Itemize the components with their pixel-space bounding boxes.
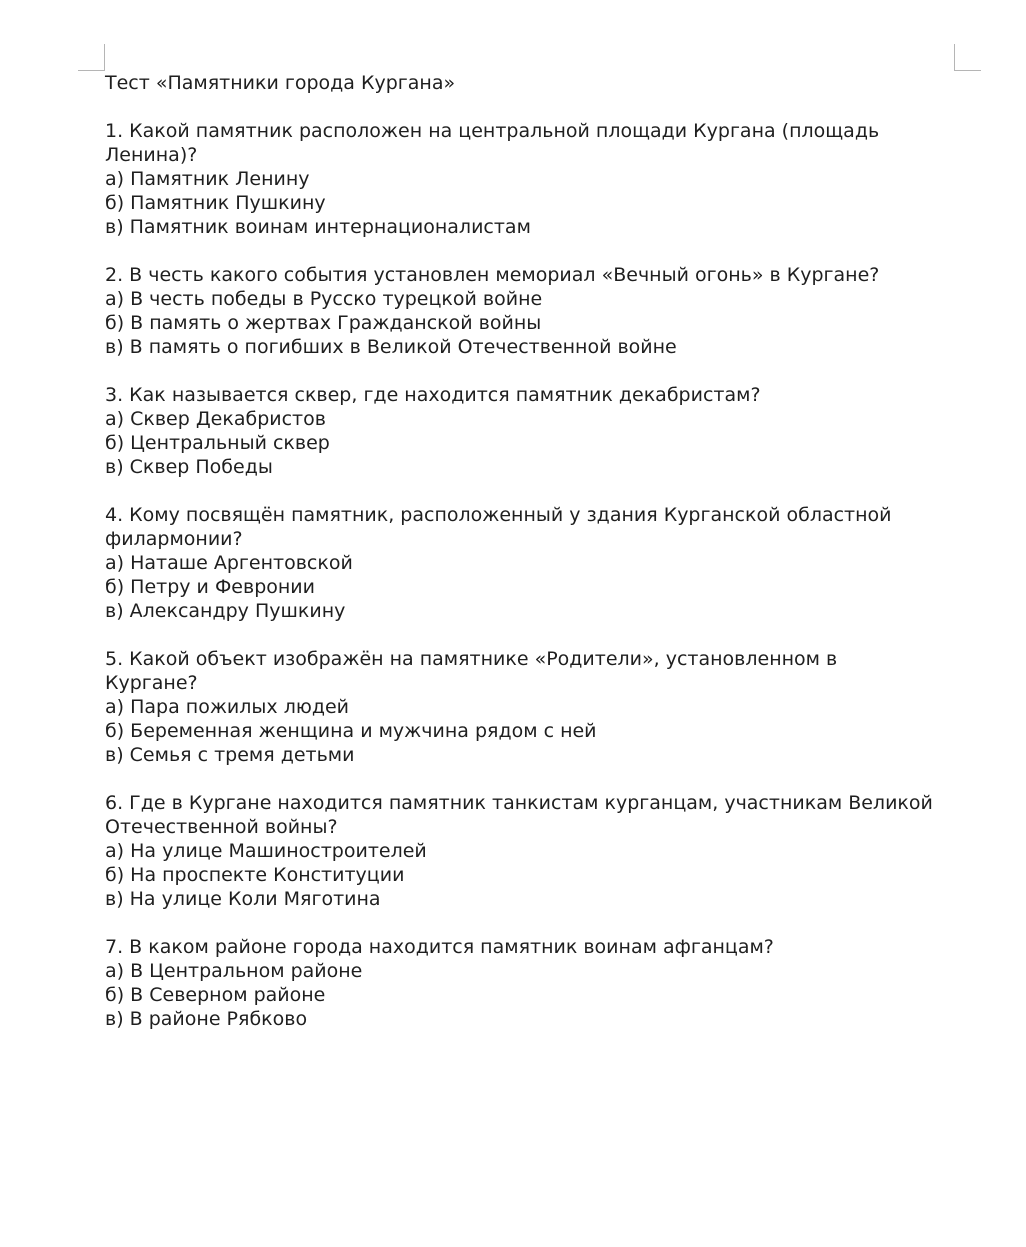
answer-option: б) В память о жертвах Гражданской войны bbox=[105, 312, 542, 334]
question-5 bbox=[105, 647, 935, 767]
corner-mark-top-right bbox=[954, 44, 955, 71]
question-text: 4. Кому посвящён памятник, расположенный у здания Курганской областной филармонии? bbox=[105, 504, 892, 550]
question-text: 3. Как называется сквер, где находится памятник декабристам? bbox=[105, 384, 761, 406]
question-2 bbox=[105, 263, 935, 359]
answer-option: б) Беременная женщина и мужчина рядом с ней bbox=[105, 720, 597, 742]
question-text: 5. Какой объект изображён на памятнике «Родители», установленном в Кургане? bbox=[105, 648, 838, 694]
answer-option: б) В Северном районе bbox=[105, 984, 326, 1006]
question-4 bbox=[105, 503, 935, 623]
answer-option: а) Памятник Ленину bbox=[105, 168, 310, 190]
answer-option: в) В память о погибших в Великой Отечественной войне bbox=[105, 336, 677, 358]
answer-option: б) На проспекте Конституции bbox=[105, 864, 405, 886]
question-text: 2. В честь какого события установлен мемориал «Вечный огонь» в Кургане? bbox=[105, 264, 880, 286]
document-body bbox=[105, 71, 935, 1031]
question-7 bbox=[105, 935, 935, 1031]
answer-option: а) В честь победы в Русско турецкой войне bbox=[105, 288, 543, 310]
question-text: 1. Какой памятник расположен на центральной площади Кургана (площадь Ленина)? bbox=[105, 120, 880, 166]
answer-option: в) Сквер Победы bbox=[105, 456, 273, 478]
question-6 bbox=[105, 791, 935, 911]
answer-option: в) Александру Пушкину bbox=[105, 600, 346, 622]
corner-mark-top-left bbox=[78, 70, 105, 71]
answer-option: а) Сквер Декабристов bbox=[105, 408, 326, 430]
question-text: 7. В каком районе города находится памятник воинам афганцам? bbox=[105, 936, 774, 958]
answer-option: в) Памятник воинам интернационалистам bbox=[105, 216, 531, 238]
answer-option: а) В Центральном районе bbox=[105, 960, 363, 982]
answer-option: в) На улице Коли Мяготина bbox=[105, 888, 381, 910]
document-title: Тест «Памятники города Кургана» bbox=[105, 72, 456, 94]
question-1 bbox=[105, 119, 935, 239]
answer-option: б) Центральный сквер bbox=[105, 432, 330, 454]
answer-option: б) Петру и Февронии bbox=[105, 576, 315, 598]
corner-mark-top-left bbox=[104, 44, 105, 71]
answer-option: в) В районе Рябково bbox=[105, 1008, 308, 1030]
question-text: 6. Где в Кургане находится памятник танкистам курганцам, участникам Великой Отечественной войны? bbox=[105, 792, 933, 838]
answer-option: а) Пара пожилых людей bbox=[105, 696, 350, 718]
question-3 bbox=[105, 383, 935, 479]
corner-mark-top-right bbox=[954, 70, 981, 71]
answer-option: в) Семья с тремя детьми bbox=[105, 744, 355, 766]
answer-option: а) Наташе Аргентовской bbox=[105, 552, 353, 574]
answer-option: а) На улице Машиностроителей bbox=[105, 840, 427, 862]
answer-option: б) Памятник Пушкину bbox=[105, 192, 326, 214]
